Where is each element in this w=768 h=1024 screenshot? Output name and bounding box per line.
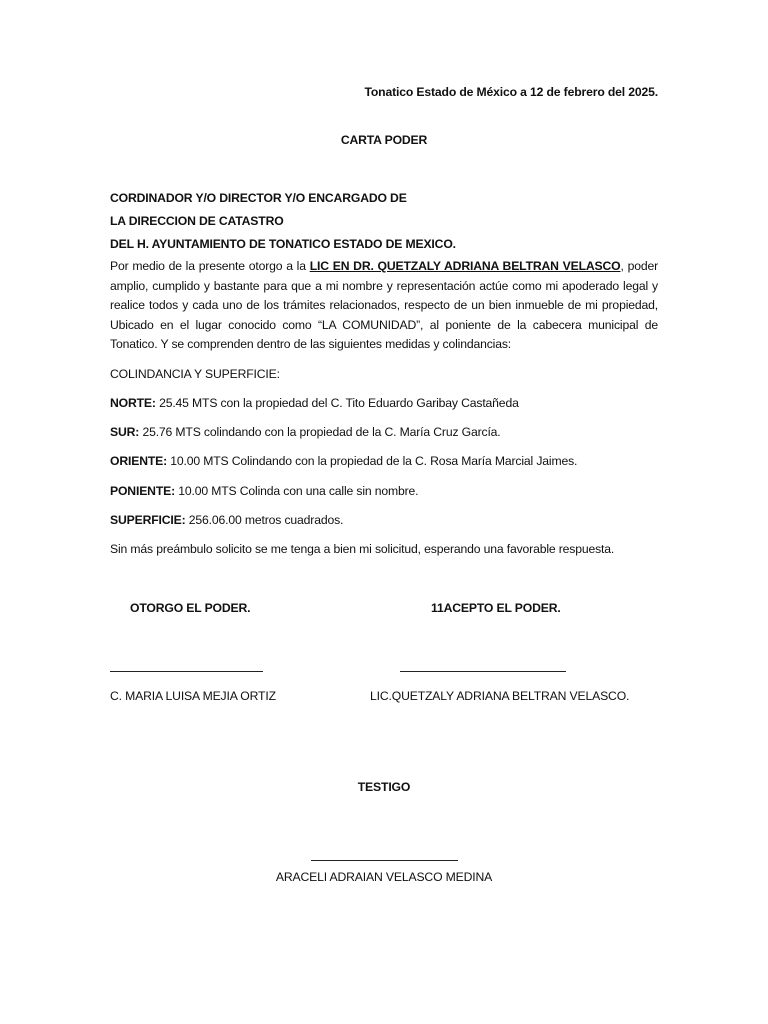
grantee-name-inline: LIC EN DR. QUETZALY ADRIANA BELTRAN VELASCO [309,259,621,273]
addressee-line-2: LA DIRECCION DE CATASTRO [110,214,284,228]
boundary-east [110,454,577,468]
boundaries-heading: COLINDANCIA Y SUPERFICIE: [110,367,280,381]
boundary-label: SUPERFICIE: [110,513,186,527]
document-title: CARTA PODER [340,133,428,147]
body-paragraph [110,257,658,355]
boundary-label: SUR: [110,425,140,439]
intro-text-continued: , poder amplio, cumplido y bastante para que a mi nombre y representación actúe como mi apoderado legal y realice todos y cada uno de los trámites relacionados, respecto de un bien inmueble de mi propiedad, Ubicado en el lugar conocido como “LA COMUNIDAD”, al poniente de la cabecera municipal de Tonatico. Y se comprenden dentro de las siguientes medidas y colindancias: [110,259,658,352]
intro-text: Por medio de la presente otorgo a la [110,259,310,273]
witness-heading: TESTIGO [357,780,411,794]
boundary-text: 25.76 MTS colindando con la propiedad de la C. María Cruz García. [139,425,501,439]
boundary-text: 10.00 MTS Colinda con una calle sin nombre. [175,484,419,498]
boundary-label: NORTE: [110,396,156,410]
grantee-heading: 11ACEPTO EL PODER. [431,601,561,615]
boundary-west [110,484,418,498]
witness-signature-line [311,860,458,861]
boundary-north [110,396,519,410]
boundary-text: 25.45 MTS con la propiedad del C. Tito Eduardo Garibay Castañeda [155,396,519,410]
boundary-label: ORIENTE: [110,454,168,468]
boundary-area [110,513,343,527]
addressee-line-1: CORDINADOR Y/O DIRECTOR Y/O ENCARGADO DE [110,191,407,205]
boundary-south [110,425,501,439]
grantor-heading: OTORGO EL PODER. [130,601,251,615]
witness-name: ARACELI ADRAIAN VELASCO MEDINA [275,870,493,884]
grantee-signature-line [400,671,566,672]
place-date: Tonatico Estado de México a 12 de febrero del 2025. [364,85,658,99]
addressee-line-3: DEL H. AYUNTAMIENTO DE TONATICO ESTADO DE MEXICO. [110,237,456,251]
closing-sentence: Sin más preámbulo solicito se me tenga a bien mi solicitud, esperando una favorable respuesta. [110,542,615,556]
grantee-name: LIC.QUETZALY ADRIANA BELTRAN VELASCO. [370,689,630,703]
boundary-text: 10.00 MTS Colindando con la propiedad de la C. Rosa María Marcial Jaimes. [167,454,578,468]
boundary-text: 256.06.00 metros cuadrados. [185,513,344,527]
boundary-label: PONIENTE: [110,484,176,498]
grantor-signature-line [110,671,263,672]
grantor-name: C. MARIA LUISA MEJIA ORTIZ [110,689,276,703]
